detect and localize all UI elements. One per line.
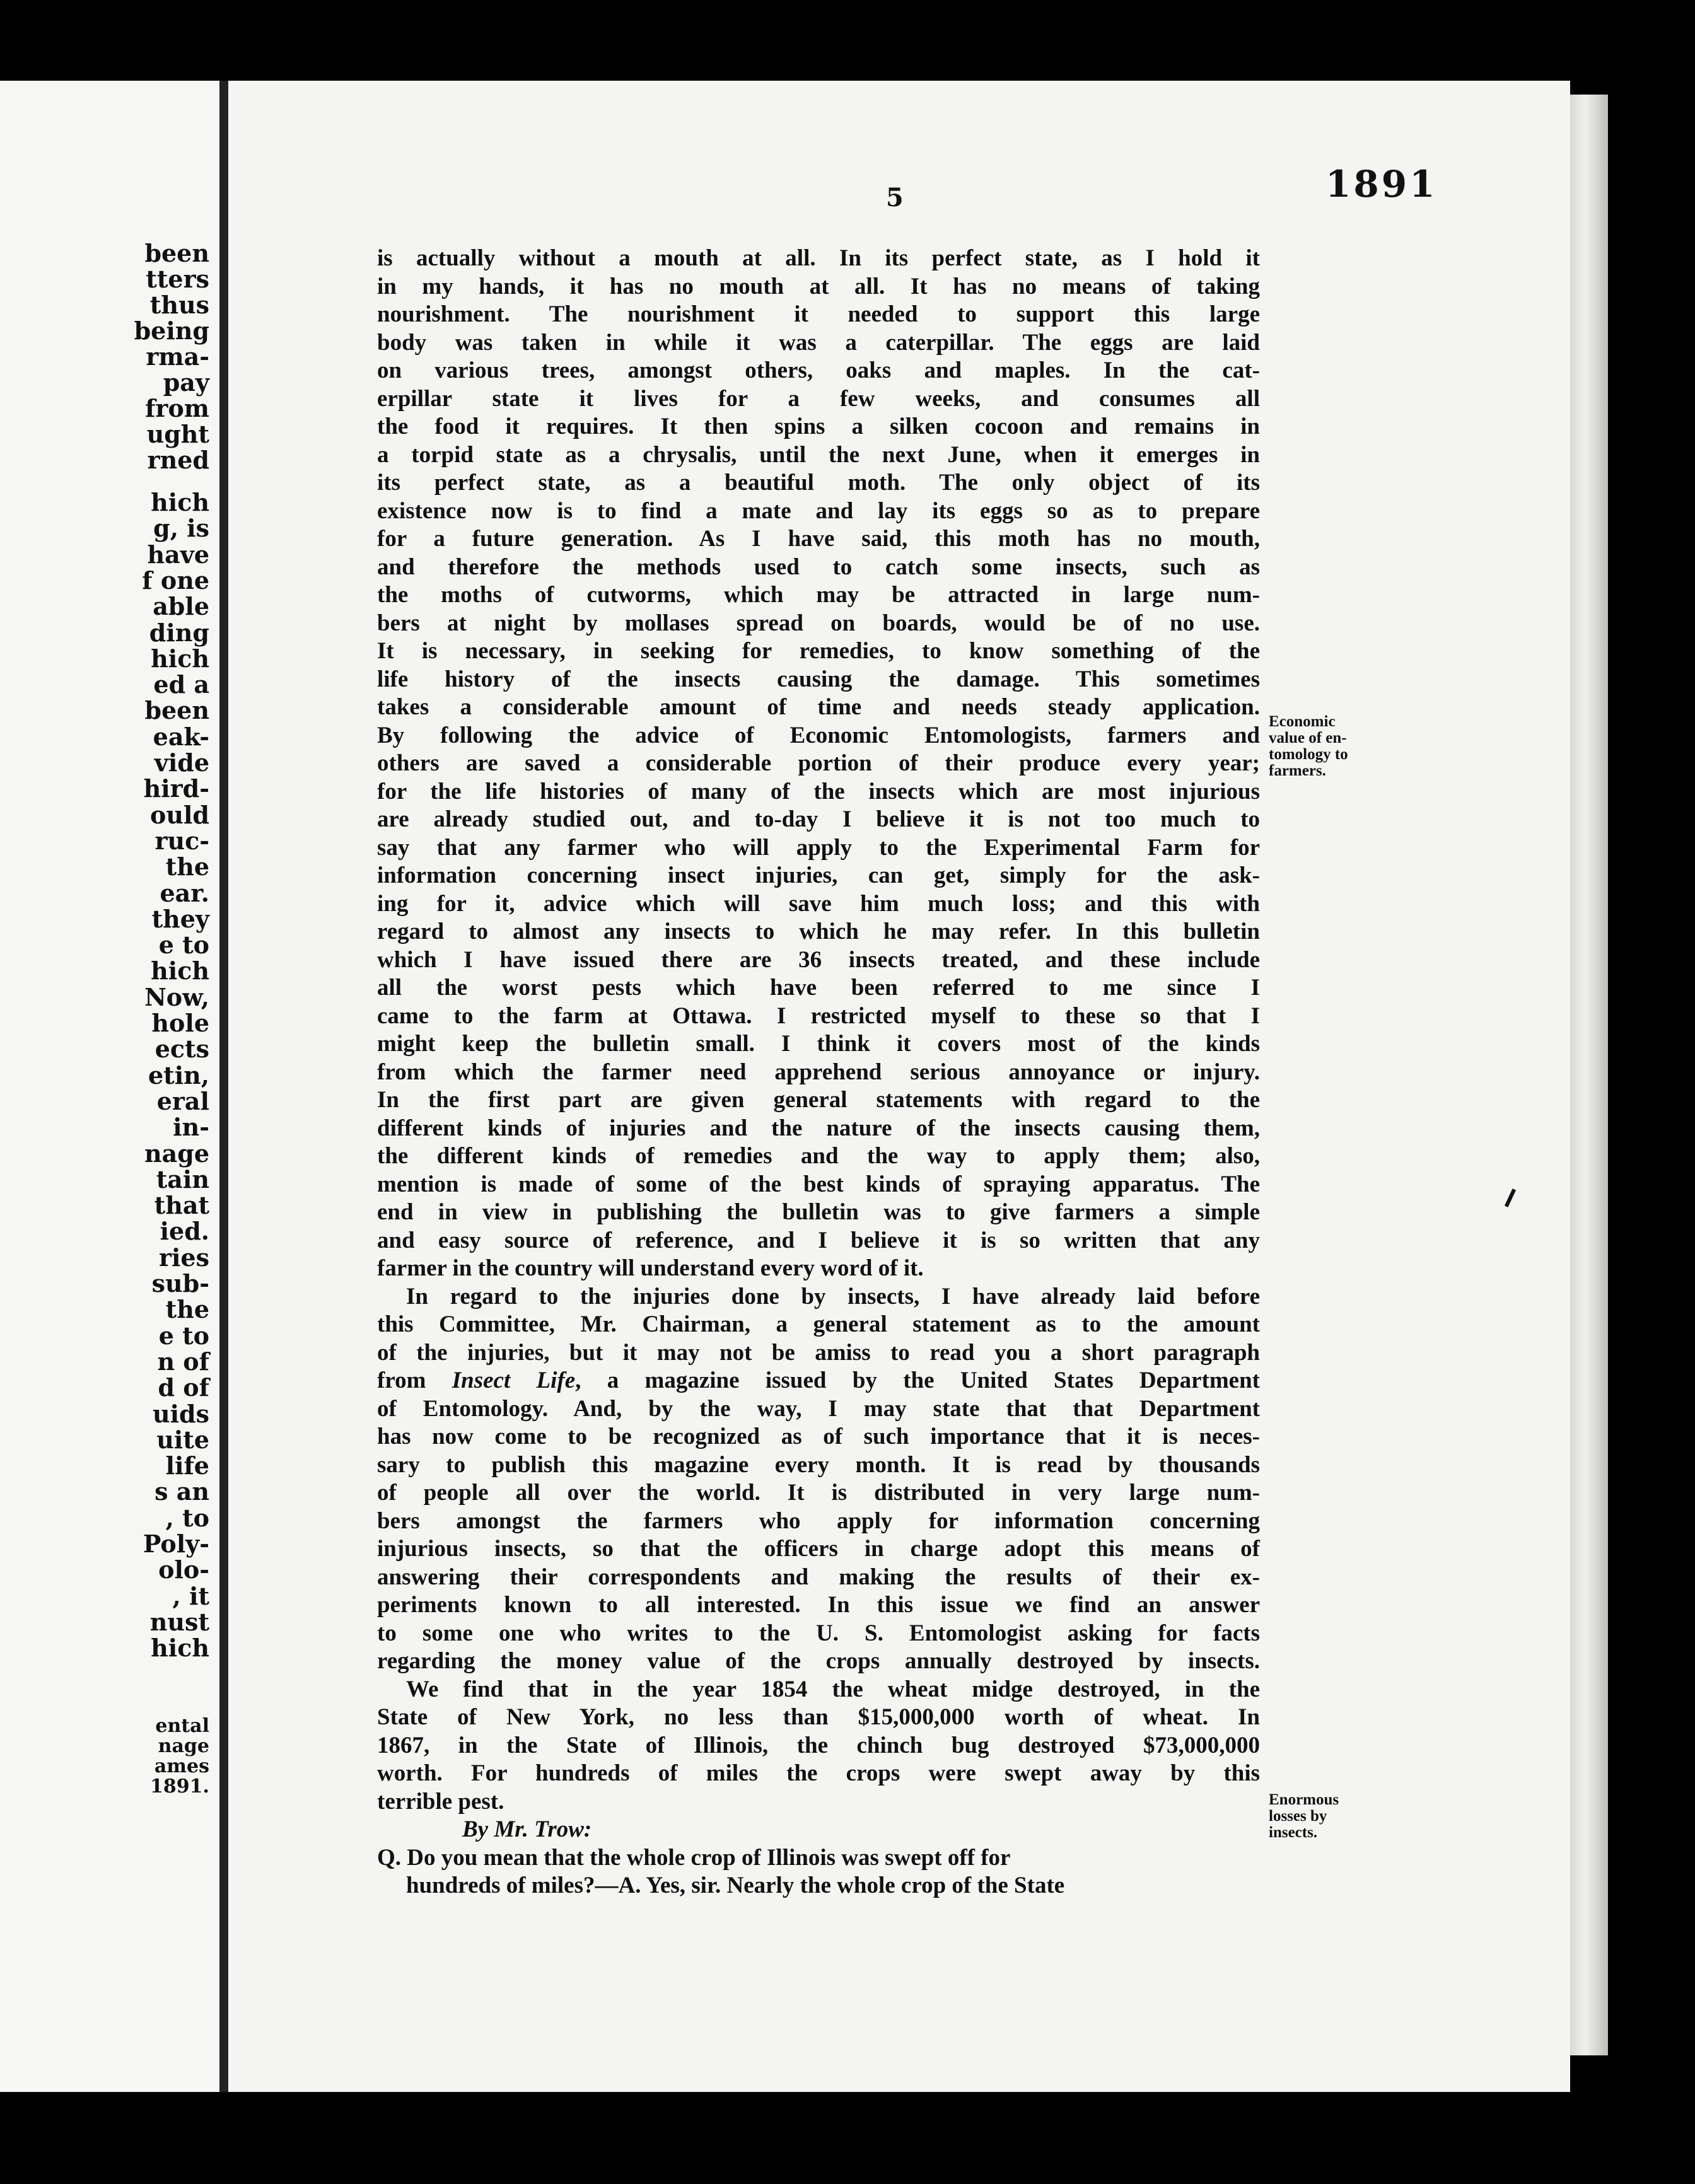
text-line: regard to almost any insects to which he may refer. In this bulletin [377, 919, 1260, 944]
left-page-text-fragment: s an [154, 1477, 209, 1506]
text-line: periments known to all interested. In this issue we find an answer [377, 1592, 1260, 1618]
text-line: sary to publish this magazine every month. It is read by thousands [377, 1451, 1260, 1478]
text-line: information concerning insect injuries, can get, simply for the ask- [377, 863, 1260, 888]
left-page-text-fragment: e to [158, 1321, 209, 1350]
text-line: from which the farmer need apprehend serious annoyance or injury. [377, 1059, 1260, 1085]
left-page-text-fragment: , to [165, 1503, 209, 1532]
text-line: 1867, in the State of Illinois, the chinch bug destroyed $73,000,000 [377, 1732, 1260, 1758]
left-page-text-fragment: in- [173, 1113, 209, 1142]
left-page-text-fragment: olo- [158, 1555, 209, 1584]
left-page-text-fragment: they [151, 904, 209, 933]
left-page-text-fragment: 1891. [150, 1775, 209, 1798]
text-line: for the life histories of many of the insects which are most injurious [377, 778, 1260, 804]
text-line: It is necessary, in seeking for remedies, to know something of the [377, 638, 1260, 664]
text-line: We find that in the year 1854 the wheat midge destroyed, in the [406, 1676, 1260, 1702]
text-line: is actually without a mouth at all. In its perfect state, as I hold it [377, 245, 1260, 271]
left-page-text-fragment: hird- [143, 774, 209, 803]
left-page-text-fragment: eak- [153, 722, 209, 751]
page-edge [1570, 95, 1608, 2055]
left-page-text-fragment: sub- [151, 1269, 209, 1298]
text-line: others are saved a considerable portion of their produce every year; [377, 750, 1260, 776]
margin-note-line: value of en- [1269, 729, 1347, 746]
text-line: hundreds of miles?—A. Yes, sir. Nearly the whole crop of the State [406, 1873, 1065, 1898]
left-page-text-fragment: ed a [153, 670, 209, 699]
text-line: this Committee, Mr. Chairman, a general statement as to the amount [377, 1311, 1260, 1337]
text-line: bers amongst the farmers who apply for information concerning [377, 1507, 1260, 1534]
text-line: say that any farmer who will apply to the Experimental Farm for [377, 834, 1260, 861]
left-page-text-fragment: have [147, 540, 209, 569]
left-page-text-fragment: n of [157, 1347, 209, 1376]
left-page-text-fragment: hich [151, 1634, 209, 1663]
left-page-text-fragment: been [144, 239, 209, 267]
text-line: the moths of cutworms, which may be attracted in large num- [377, 582, 1260, 608]
left-page-text-fragment: eral [156, 1086, 209, 1115]
left-page-text-fragment: ught [146, 420, 209, 448]
left-page-text-fragment: uite [156, 1425, 209, 1454]
text-line: farmer in the country will understand every word of it. [377, 1255, 924, 1281]
text-line: all the worst pests which have been referred to me since I [377, 975, 1260, 1001]
text-line: bers at night by mollases spread on boards, would be of no use. [377, 610, 1260, 636]
left-page-text-fragment: nage [158, 1735, 209, 1757]
margin-note-line: insects. [1269, 1824, 1318, 1841]
text-line: from Insect Life, a magazine issued by the United States Department [377, 1368, 1261, 1393]
left-page-text-fragment: hich [151, 644, 209, 673]
text-line: might keep the bulletin small. I think it covers most of the kinds [377, 1031, 1260, 1057]
text-line: answering their correspondents and making the results of their ex- [377, 1564, 1260, 1590]
left-page-text-fragment: nage [144, 1139, 209, 1168]
left-page-text-fragment: ied. [160, 1217, 209, 1246]
text-line: are already studied out, and to-day I believe it is not too much to [377, 806, 1260, 832]
text-line: to some one who writes to the U. S. Entomologist asking for facts [377, 1620, 1260, 1646]
left-page-text-fragment: ruc- [154, 826, 209, 855]
left-page-text-fragment: the [165, 1295, 209, 1324]
left-page-text-fragment: Poly- [143, 1530, 209, 1558]
left-page-text-fragment: pay [163, 368, 209, 397]
text-line: of Entomology. And, by the way, I may state that that Department [377, 1395, 1260, 1422]
left-page-text-fragment: e to [158, 931, 209, 960]
left-page-text-fragment: ear. [160, 878, 209, 907]
text-line: on various trees, amongst others, oaks and maples. In the cat- [377, 357, 1260, 383]
text-line: body was taken in while it was a caterpillar. The eggs are laid [377, 329, 1260, 356]
left-page-text-fragment: ries [158, 1243, 209, 1272]
left-page-text-fragment: ames [154, 1755, 209, 1777]
text-line: its perfect state, as a beautiful moth. The only object of its [377, 470, 1260, 496]
margin-note-economic-value [1269, 714, 1401, 779]
margin-note-line: tomology to [1269, 746, 1348, 763]
text-line: Q. Do you mean that the whole crop of Illinois was swept off for [377, 1844, 1011, 1871]
left-page-text-fragment: d of [158, 1373, 209, 1402]
text-line: and easy source of reference, and I believe it is so written that any [377, 1227, 1260, 1253]
text-line: in my hands, it has no mouth at all. It has no means of taking [377, 273, 1260, 299]
left-page-text-fragment: able [153, 592, 209, 621]
left-page-text-fragment: the [165, 852, 209, 881]
left-page-text-fragment: tain [156, 1165, 209, 1194]
text-line: nourishment. The nourishment it needed to support this large [377, 301, 1260, 327]
text-line: State of New York, no less than $15,000,000 worth of wheat. In [377, 1704, 1260, 1730]
page-number: 5 [886, 183, 904, 212]
text-line: and therefore the methods used to catch some insects, such as [377, 554, 1260, 580]
text-line: came to the farm at Ottawa. I restricted myself to these so that I [377, 1002, 1260, 1029]
text-line: By following the advice of Economic Entomologists, farmers and [377, 722, 1260, 748]
left-page-text-fragment: uids [152, 1399, 209, 1428]
text-line: a torpid state as a chrysalis, until the next June, when it emerges in [377, 441, 1260, 468]
text-line: terrible pest. [377, 1788, 504, 1815]
left-page-text-fragment: life [165, 1451, 209, 1480]
margin-note-line: Enormous [1269, 1791, 1339, 1808]
text-line: has now come to be recognized as of such importance that it is neces- [377, 1424, 1260, 1449]
text-line: ing for it, advice which will save him much loss; and this with [377, 890, 1260, 917]
text-line: By Mr. Trow: [462, 1816, 592, 1842]
left-page-text-fragment: ould [150, 800, 209, 829]
text-line: worth. For hundreds of miles the crops were swept away by this [377, 1760, 1260, 1786]
text-line: existence now is to find a mate and lay its eggs so as to prepare [377, 497, 1260, 524]
text-line: end in view in publishing the bulletin was to give farmers a simple [377, 1199, 1260, 1225]
left-page-text-fragment: thus [149, 291, 209, 319]
left-page-text-fragment: f one [142, 566, 209, 595]
left-page-text-fragment: ental [155, 1715, 209, 1737]
left-page-text-fragment: from [145, 394, 209, 422]
left-page-text-fragment: ding [149, 618, 209, 647]
text-line: injurious insects, so that the officers in charge adopt this means of [377, 1536, 1260, 1562]
left-page-text-fragment: been [144, 696, 209, 725]
left-page-text-fragment: tters [146, 265, 209, 293]
text-line: of people all over the world. It is distributed in very large num- [377, 1480, 1260, 1506]
text-line: which I have issued there are 36 insects treated, and these include [377, 946, 1260, 973]
margin-note-line: losses by [1269, 1808, 1327, 1825]
left-page-text-fragment: rma- [146, 342, 209, 371]
left-page-text-fragment: nust [149, 1607, 209, 1636]
left-page-fragment [0, 81, 219, 2092]
left-page-text-fragment: being [134, 317, 209, 345]
text-line: In the first part are given general statements with regard to the [377, 1087, 1260, 1113]
page-gutter [219, 81, 228, 2092]
text-line: for a future generation. As I have said, this moth has no mouth, [377, 526, 1260, 552]
text-line: takes a considerable amount of time and needs steady application. [377, 694, 1260, 720]
margin-note-line: Economic [1269, 713, 1336, 730]
left-page-text-fragment: Now, [144, 982, 209, 1011]
text-line: of the injuries, but it may not be amiss to read you a short paragraph [377, 1339, 1260, 1366]
text-line: the food it requires. It then spins a silken cocoon and remains in [377, 414, 1260, 439]
text-line: erpillar state it lives for a few weeks, and consumes all [377, 385, 1260, 412]
left-page-text-fragment: etin, [148, 1060, 209, 1089]
body-text [377, 245, 1260, 1900]
left-page-text-fragment: hich [151, 488, 209, 516]
left-page-text-fragment: g, is [153, 514, 209, 543]
text-line: life history of the insects causing the damage. This sometimes [377, 666, 1260, 692]
text-line: the different kinds of remedies and the way to apply them; also, [377, 1143, 1260, 1169]
page-year: 1891 [1325, 163, 1438, 206]
left-page-text-fragment: vide [154, 748, 209, 777]
text-line: mention is made of some of the best kinds of spraying apparatus. The [377, 1171, 1260, 1197]
left-page-text-fragment: rned [147, 446, 209, 474]
margin-note-line: farmers. [1269, 762, 1326, 779]
text-line: In regard to the injuries done by insects, I have already laid before [406, 1283, 1260, 1310]
left-page-text-fragment: , it [172, 1581, 209, 1610]
left-page-text-fragment: hole [151, 1009, 209, 1037]
margin-note-enormous-losses [1269, 1792, 1401, 1841]
left-page-text-fragment: hich [151, 956, 209, 985]
left-page-text-fragment: that [154, 1191, 209, 1220]
text-line: regarding the money value of the crops annually destroyed by insects. [377, 1648, 1260, 1674]
left-page-text-fragment: ects [154, 1035, 209, 1064]
text-line: different kinds of injuries and the nature of the insects causing them, [377, 1115, 1260, 1141]
